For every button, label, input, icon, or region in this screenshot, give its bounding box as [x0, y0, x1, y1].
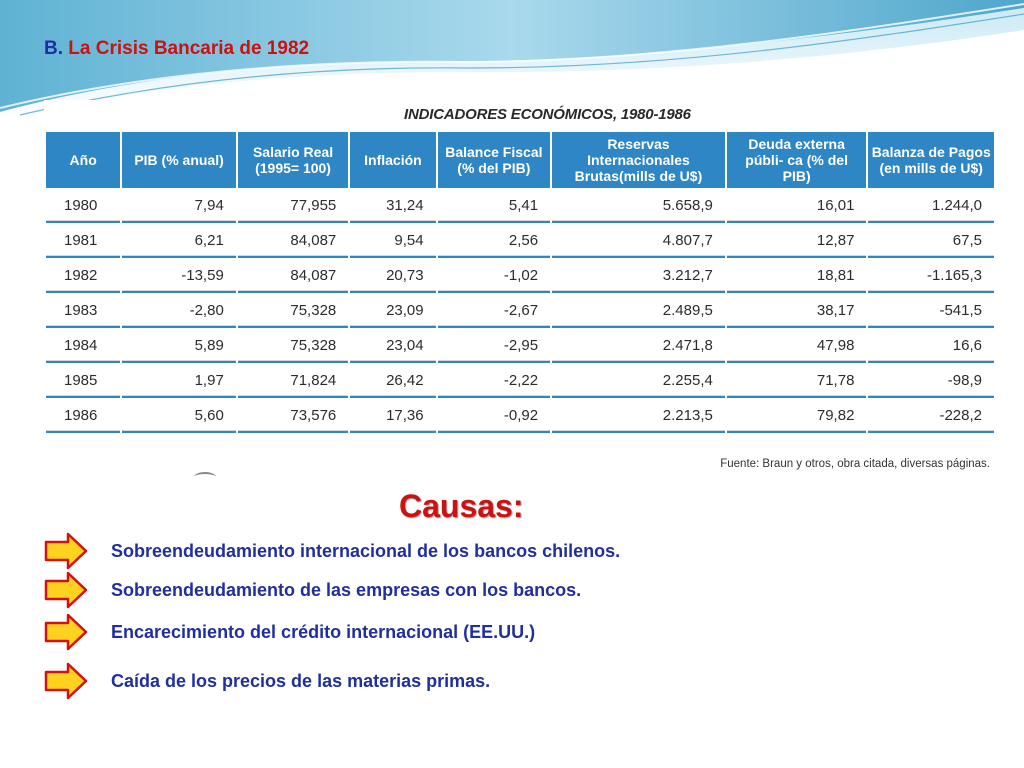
- table-cell: 1982: [46, 260, 120, 293]
- table-cell: 2.213,5: [552, 400, 725, 433]
- table-header-row: [46, 132, 994, 188]
- table-cell: -13,59: [122, 260, 235, 293]
- table-cell: 2.255,4: [552, 365, 725, 398]
- table-cell: 71,824: [238, 365, 348, 398]
- table-cell: 23,04: [350, 330, 435, 363]
- column-header: Año: [46, 132, 120, 188]
- cause-text: Sobreendeudamiento internacional de los bancos chilenos.: [111, 541, 621, 561]
- table-cell: 1984: [46, 330, 120, 363]
- table-cell: 75,328: [238, 295, 348, 328]
- cause-item: [44, 571, 804, 609]
- table-cell: -2,67: [438, 295, 550, 328]
- cause-item: [44, 662, 804, 700]
- table-cell: 31,24: [350, 190, 435, 223]
- slide-title: [44, 38, 309, 60]
- table-cell: -1,02: [438, 260, 550, 293]
- table-cell: 75,328: [238, 330, 348, 363]
- table-source-note: Fuente: Braun y otros, obra citada, diversas páginas.: [720, 458, 990, 470]
- table-cell: 2.489,5: [552, 295, 725, 328]
- arrow-right-icon: [44, 532, 88, 570]
- section-title: La Crisis Bancaria de 1982: [68, 38, 310, 59]
- table-cell: 1,97: [122, 365, 235, 398]
- table-row: [46, 225, 994, 258]
- table-cell: 73,576: [238, 400, 348, 433]
- table-cell: 4.807,7: [552, 225, 725, 258]
- table-cell: 79,82: [727, 400, 867, 433]
- table-cell: -0,92: [438, 400, 550, 433]
- table-cell: 47,98: [727, 330, 867, 363]
- table-heading: INDICADORES ECONÓMICOS, 1980-1986: [404, 106, 691, 123]
- table-body: [46, 190, 994, 433]
- table-cell: 3.212,7: [552, 260, 725, 293]
- table-cell: 1983: [46, 295, 120, 328]
- table-cell: 16,01: [727, 190, 867, 223]
- cause-text: Caída de los precios de las materias primas.: [111, 671, 491, 691]
- table-row: [46, 400, 994, 433]
- column-header: Balance Fiscal (% del PIB): [438, 132, 550, 188]
- table-cell: 2.471,8: [552, 330, 725, 363]
- table-cell: 20,73: [350, 260, 435, 293]
- table-cell: 2,56: [438, 225, 550, 258]
- section-letter: B.: [44, 38, 63, 59]
- table-cell: -2,22: [438, 365, 550, 398]
- table-cell: 1981: [46, 225, 120, 258]
- table-cell: 17,36: [350, 400, 435, 433]
- cause-item: [44, 532, 804, 570]
- table-row: [46, 295, 994, 328]
- table-cell: 7,94: [122, 190, 235, 223]
- scan-artifact: [194, 472, 216, 482]
- table-cell: 16,6: [868, 330, 994, 363]
- table-cell: 84,087: [238, 225, 348, 258]
- cause-item: [44, 613, 804, 651]
- table-cell: -2,80: [122, 295, 235, 328]
- table-cell: 84,087: [238, 260, 348, 293]
- table-cell: 67,5: [868, 225, 994, 258]
- table-row: [46, 190, 994, 223]
- table-cell: -541,5: [868, 295, 994, 328]
- table-cell: 71,78: [727, 365, 867, 398]
- economic-indicators-table: [44, 130, 996, 435]
- table-cell: 9,54: [350, 225, 435, 258]
- arrow-right-icon: [44, 613, 88, 651]
- table-cell: 1986: [46, 400, 120, 433]
- table-cell: -228,2: [868, 400, 994, 433]
- table-cell: -2,95: [438, 330, 550, 363]
- causes-heading: Causas:: [399, 488, 524, 524]
- table-row: [46, 330, 994, 363]
- table-cell: 12,87: [727, 225, 867, 258]
- table-cell: 77,955: [238, 190, 348, 223]
- table-cell: 5,41: [438, 190, 550, 223]
- column-header: Deuda externa públi- ca (% del PIB): [727, 132, 867, 188]
- table-row: [46, 365, 994, 398]
- economic-indicators-table-image: [44, 100, 996, 480]
- column-header: Balanza de Pagos (en mills de U$): [868, 132, 994, 188]
- column-header: Inflación: [350, 132, 435, 188]
- table-cell: -98,9: [868, 365, 994, 398]
- table-cell: 23,09: [350, 295, 435, 328]
- table-cell: 1.244,0: [868, 190, 994, 223]
- cause-text: Encarecimiento del crédito internacional (EE.UU.): [111, 622, 536, 642]
- table-cell: 18,81: [727, 260, 867, 293]
- table-cell: -1.165,3: [868, 260, 994, 293]
- table-cell: 1985: [46, 365, 120, 398]
- arrow-right-icon: [44, 662, 88, 700]
- column-header: Reservas Internacionales Brutas(mills de U$): [552, 132, 725, 188]
- table-cell: 1980: [46, 190, 120, 223]
- table-cell: 6,21: [122, 225, 235, 258]
- column-header: Salario Real (1995= 100): [238, 132, 348, 188]
- table-row: [46, 260, 994, 293]
- cause-text: Sobreendeudamiento de las empresas con los bancos.: [111, 580, 582, 600]
- arrow-right-icon: [44, 571, 88, 609]
- column-header: PIB (% anual): [122, 132, 235, 188]
- table-cell: 5,60: [122, 400, 235, 433]
- table-cell: 5.658,9: [552, 190, 725, 223]
- table-cell: 38,17: [727, 295, 867, 328]
- table-cell: 5,89: [122, 330, 235, 363]
- table-cell: 26,42: [350, 365, 435, 398]
